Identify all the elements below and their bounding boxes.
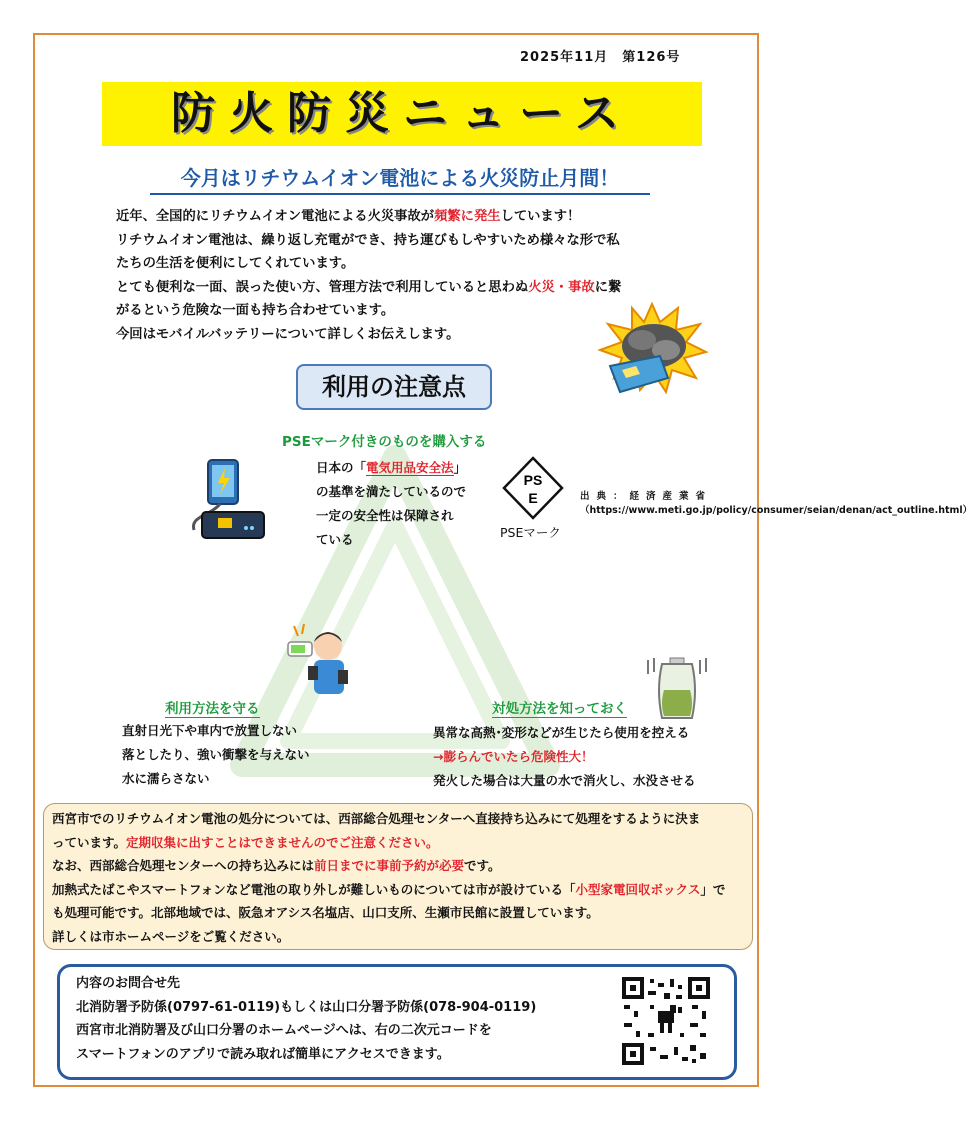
svg-text:E: E — [528, 490, 538, 506]
response-list: 異常な高熱･変形などが生じたら使用を控える →膨らんでいたら危険性大！ 発火した場合は大量の水で消火し、水没させる — [433, 725, 696, 788]
usage-list — [122, 719, 372, 791]
person-with-phone-illustration — [284, 620, 356, 698]
contact-info: 内容のお問合せ先 北消防署予防係(0797-61-0119)もしくは山口分署予防係(078-904-0119) 西宮市北消防署及び山口分署のホームページへは、右の二次元コードを スマートフォンのアプリで読み取れば簡単にアクセスできます。 — [76, 976, 537, 1062]
usage-item: 直射日光下や車内で放置しない — [122, 723, 298, 738]
page-title: 防火防災ニュース — [171, 88, 633, 139]
qr-code-icon[interactable] — [620, 975, 712, 1067]
svg-text:PS: PS — [523, 472, 543, 488]
powerbank-phone-illustration — [180, 456, 276, 546]
response-heading: 対処方法を知っておく — [492, 701, 627, 717]
battery-fire-illustration — [596, 300, 708, 396]
source-citation: 出典：経済産業省 （https://www.meti.go.jp/policy/consumer/seian/denan/act_outline.html） — [580, 491, 972, 516]
pse-mark-label: PSEマーク — [500, 525, 561, 540]
disposal-notice: 西宮市でのリチウムイオン電池の処分については、西部総合処理センターへ直接持ち込みにて処理をするように決ま っています。定期収集に出すことはできませんのでご注意ください。 なお、西部総合処理センターへの持ち込みには前日までに事前予約が必要です。 加熱式たばこやスマートフォンなど電池の取り外しが難しいものについては市が設けている「小型家電回収ボックス」で も処理可能です。北部地域では、阪急オアシス名塩店、山口支所、生瀬市民館に設置しています。 詳しくは市ホームページをご覧ください。 — [52, 811, 726, 944]
swollen-battery-icon — [642, 654, 712, 722]
usage-heading: 利用方法を守る — [165, 701, 260, 717]
usage-item: 水に濡らさない — [122, 771, 210, 786]
pse-description: 日本の「電気用品安全法」 の基準を満たしているので 一定の安全性は保障され ている — [316, 460, 467, 547]
headline: 今月はリチウムイオン電池による火災防止月間！ — [150, 162, 650, 195]
intro-paragraph: 近年、全国的にリチウムイオン電池による火災事故が頻繁に発生しています！ リチウムイオン電池は、繰り返し充電ができ、持ち運びもしやすいため様々な形で私 たちの生活を便利にしてくれています。 とても便利な一面、誤った使い方、管理方法で利用していると思わぬ火災・事故に繋 がるという危険な一面も持ち合わせています。 今回はモバイルバッテリーについて詳しくお伝えします。 — [116, 209, 622, 342]
pse-heading: PSEマーク付きのものを購入する — [282, 434, 487, 450]
pse-mark-icon — [502, 456, 564, 520]
issue-number: 2025年11月 第126号 — [520, 50, 681, 65]
usage-item: 落としたり、強い衝撃を与えない — [122, 747, 310, 762]
caution-heading: 利用の注意点 — [296, 364, 492, 410]
